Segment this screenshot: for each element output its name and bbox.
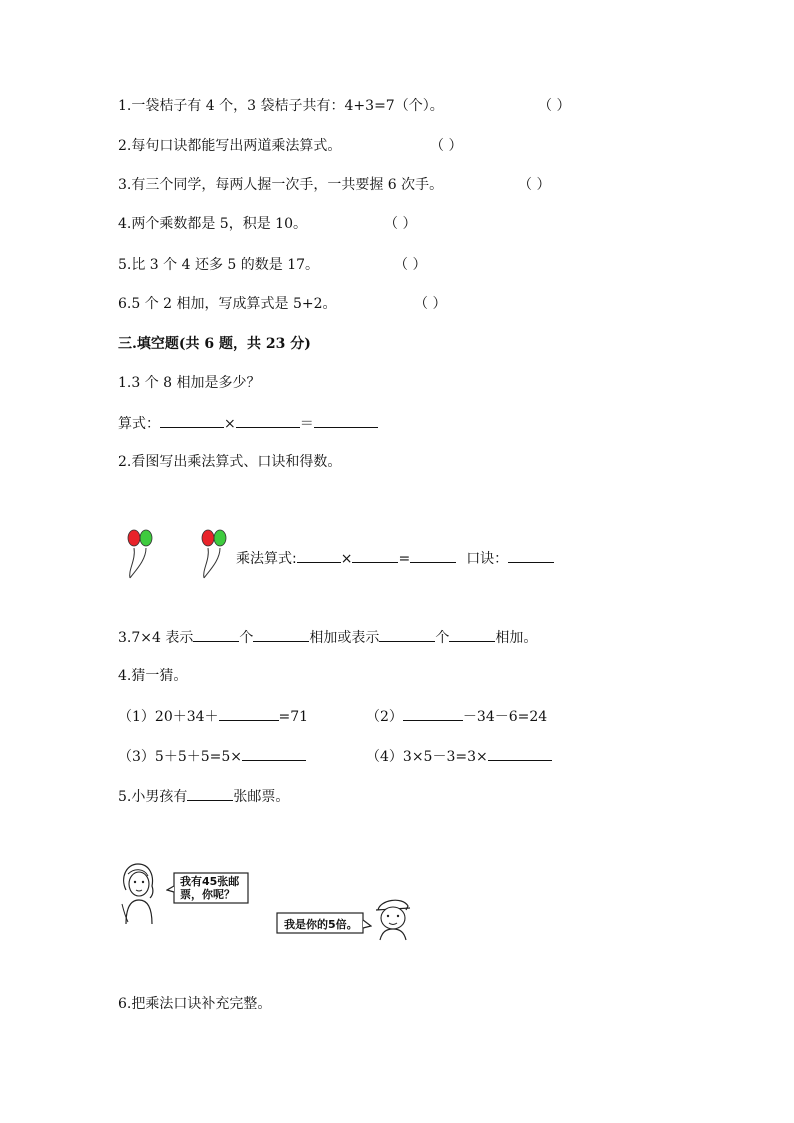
- fill-q4-a: （1）20＋34＋ =71: [118, 706, 308, 727]
- girl-figure-image: [118, 860, 160, 926]
- answer-paren-2[interactable]: （ ）: [430, 138, 463, 154]
- blank-q2-c[interactable]: [410, 548, 456, 563]
- fill-q4: 4.猜一猜。: [118, 668, 188, 684]
- fill-q1-formula: [118, 413, 378, 434]
- blank-q3-b[interactable]: [253, 627, 309, 642]
- answer-paren-4[interactable]: （ ）: [384, 216, 417, 232]
- fill-q2-formula: [236, 548, 554, 569]
- blank-q1-c[interactable]: [314, 413, 378, 428]
- blank-q1-b[interactable]: [236, 413, 300, 428]
- equals-sign: ＝: [299, 416, 314, 432]
- answer-paren-3[interactable]: （ ）: [518, 177, 551, 193]
- fill-q2: 2.看图写出乘法算式、口诀和得数。: [118, 454, 342, 470]
- fill-q5: 5.小男孩有 张邮票。: [118, 786, 289, 807]
- q3-text-1: 3.7×4 表示: [118, 630, 194, 646]
- section-heading: 三.填空题(共 6 题，共 23 分): [118, 336, 311, 352]
- fill-q1: 1.3 个 8 相加是多少？: [118, 375, 261, 391]
- answer-paren-1[interactable]: （ ）: [538, 98, 571, 114]
- girl-speech-text: 我有45张邮 票，你呢？: [180, 875, 240, 901]
- blank-q3-d[interactable]: [449, 627, 495, 642]
- balloons-image-1: [124, 526, 160, 582]
- q3-text-2: 个: [239, 630, 254, 646]
- q3-text-3: 相加或表示: [309, 630, 380, 646]
- judge-item-1: 1.一袋桔子有 4 个，3 袋桔子共有：4+3=7（个）。: [118, 98, 444, 114]
- judge-item-6: 6.5 个 2 相加，写成算式是 5+2。: [118, 296, 337, 312]
- fill-q6: 6.把乘法口诀补充完整。: [118, 996, 272, 1012]
- times-sign: ×: [340, 551, 353, 567]
- fill-q4-c: （3）5＋5＋5=5×: [118, 746, 306, 767]
- boy-figure-image: [372, 894, 414, 942]
- blank-q2-d[interactable]: [508, 548, 554, 563]
- blank-q2-a[interactable]: [297, 548, 341, 563]
- judge-item-2: 2.每句口诀都能写出两道乘法算式。: [118, 138, 342, 154]
- judge-item-4: 4.两个乘数都是 5，积是 10。: [118, 216, 307, 232]
- multiply-label: 乘法算式:: [236, 551, 297, 567]
- blank-q3-a[interactable]: [193, 627, 239, 642]
- blank-q2-b[interactable]: [352, 548, 398, 563]
- judge-item-5: 5.比 3 个 4 还多 5 的数是 17。: [118, 257, 320, 273]
- q3-text-4: 个: [435, 630, 450, 646]
- times-sign: ×: [224, 416, 236, 432]
- blank-q4-a[interactable]: [219, 706, 279, 721]
- answer-paren-5[interactable]: （ ）: [394, 257, 427, 273]
- fill-q4-b: （2） －34－6=24: [366, 706, 547, 727]
- q3-text-5: 相加。: [495, 630, 538, 646]
- formula-label: 算式：: [118, 416, 160, 432]
- blank-q4-c[interactable]: [242, 746, 306, 761]
- balloons-image-2: [198, 526, 234, 582]
- blank-q4-b[interactable]: [403, 706, 463, 721]
- blank-q4-d[interactable]: [488, 746, 552, 761]
- fill-q3: [118, 627, 537, 648]
- koujue-label: 口诀：: [466, 551, 509, 567]
- blank-q5[interactable]: [187, 786, 233, 801]
- equals-sign: =: [398, 551, 411, 567]
- fill-q4-d: （4）3×5－3=3×: [366, 746, 552, 767]
- judge-item-3: 3.有三个同学，每两人握一次手，一共要握 6 次手。: [118, 177, 444, 193]
- blank-q1-a[interactable]: [160, 413, 224, 428]
- answer-paren-6[interactable]: （ ）: [414, 296, 447, 312]
- blank-q3-c[interactable]: [379, 627, 435, 642]
- boy-speech-text: 我是你的5倍。: [284, 918, 358, 931]
